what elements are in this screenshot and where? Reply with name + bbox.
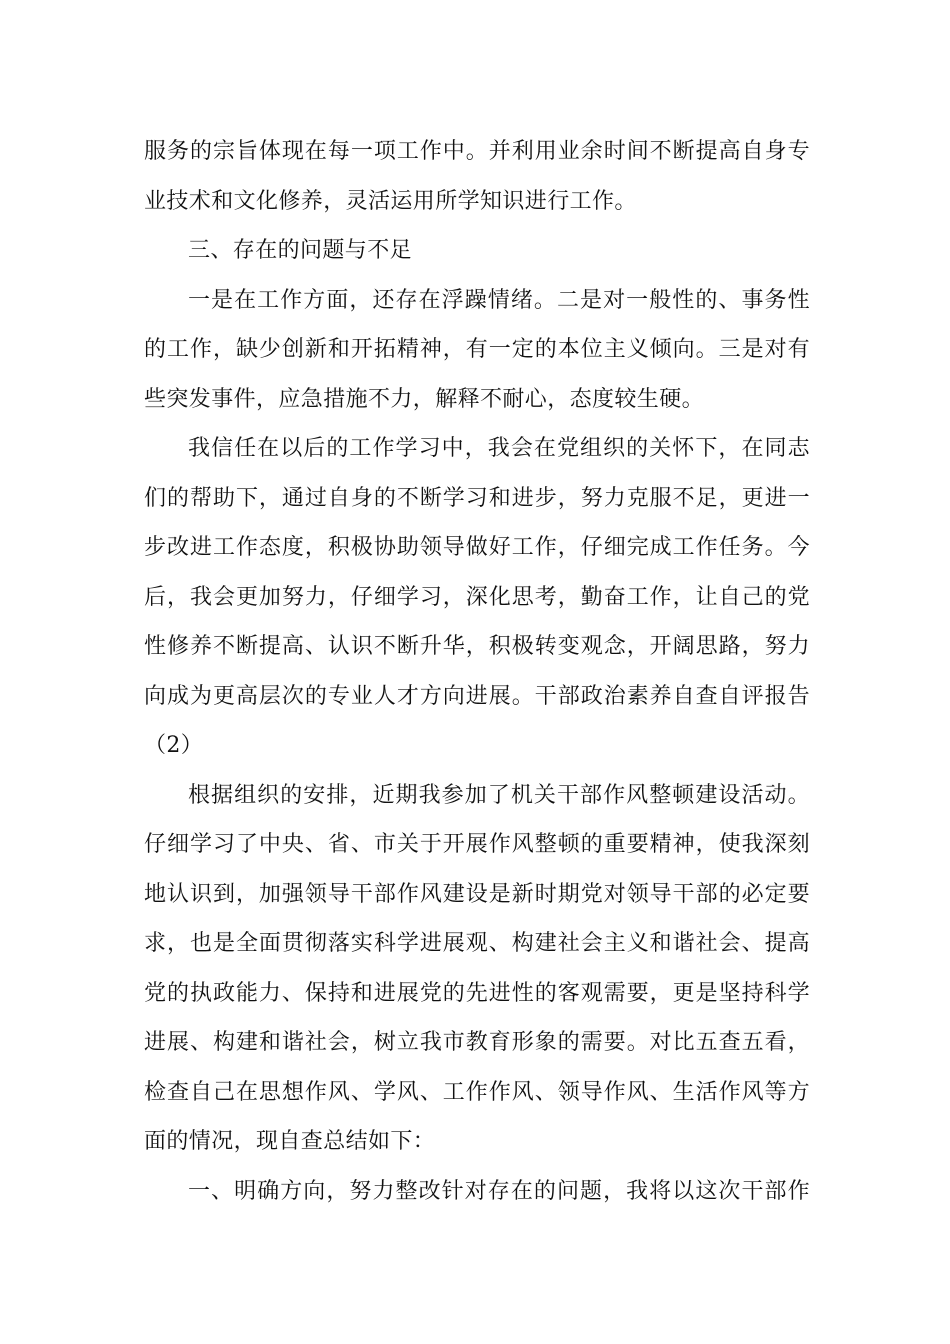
- text-line: 步改进工作态度，积极协助领导做好工作，仔细完成工作任务。今: [144, 535, 810, 560]
- text-line: 向成为更高层次的专业人才方向进展。干部政治素养自查自评报告: [144, 683, 810, 709]
- text-line: 业技术和文化修养，灵活运用所学知识进行工作。: [144, 188, 637, 214]
- text-line: 面的情况，现自查总结如下：: [144, 1129, 436, 1154]
- text-line: （2）: [144, 733, 204, 758]
- text-line: 党的执政能力、保持和进展党的先进性的客观需要，更是坚持科学: [144, 980, 810, 1006]
- text-line: 一是在工作方面，还存在浮躁情绪。二是对一般性的、事务性: [188, 287, 810, 313]
- document-body: [144, 127, 810, 1216]
- text-line: 仔细学习了中央、省、市关于开展作风整顿的重要精神，使我深刻: [144, 832, 810, 857]
- text-line: 们的帮助下，通过自身的不断学习和进步，努力克服不足，更进一: [144, 485, 810, 511]
- text-line: 些突发事件，应急措施不力，解释不耐心，态度较生硬。: [144, 386, 705, 412]
- text-line: 根据组织的安排，近期我参加了机关干部作风整顿建设活动。: [188, 782, 810, 808]
- text-line: 地认识到，加强领导干部作风建设是新时期党对领导干部的必定要: [144, 881, 810, 907]
- text-line: 三、存在的问题与不足: [188, 238, 413, 263]
- text-line: 性修养不断提高、认识不断升华，积极转变观念，开阔思路，努力: [144, 634, 810, 659]
- text-line: 检查自己在思想作风、学风、工作作风、领导作风、生活作风等方: [144, 1079, 810, 1105]
- text-line: 服务的宗旨体现在每一项工作中。并利用业余时间不断提高自身专: [144, 139, 810, 164]
- text-line: 一、明确方向，努力整改针对存在的问题，我将以这次干部作: [188, 1178, 810, 1204]
- text-line: 求，也是全面贯彻落实科学进展观、构建社会主义和谐社会、提高: [144, 931, 810, 956]
- text-line: 的工作，缺少创新和开拓精神，有一定的本位主义倾向。三是对有: [144, 337, 810, 362]
- text-line: 进展、构建和谐社会，树立我市教育形象的需要。对比五查五看，: [144, 1030, 810, 1055]
- text-line: 我信任在以后的工作学习中，我会在党组织的关怀下，在同志: [188, 436, 810, 461]
- text-line: 后，我会更加努力，仔细学习，深化思考，勤奋工作，让自己的党: [144, 584, 810, 610]
